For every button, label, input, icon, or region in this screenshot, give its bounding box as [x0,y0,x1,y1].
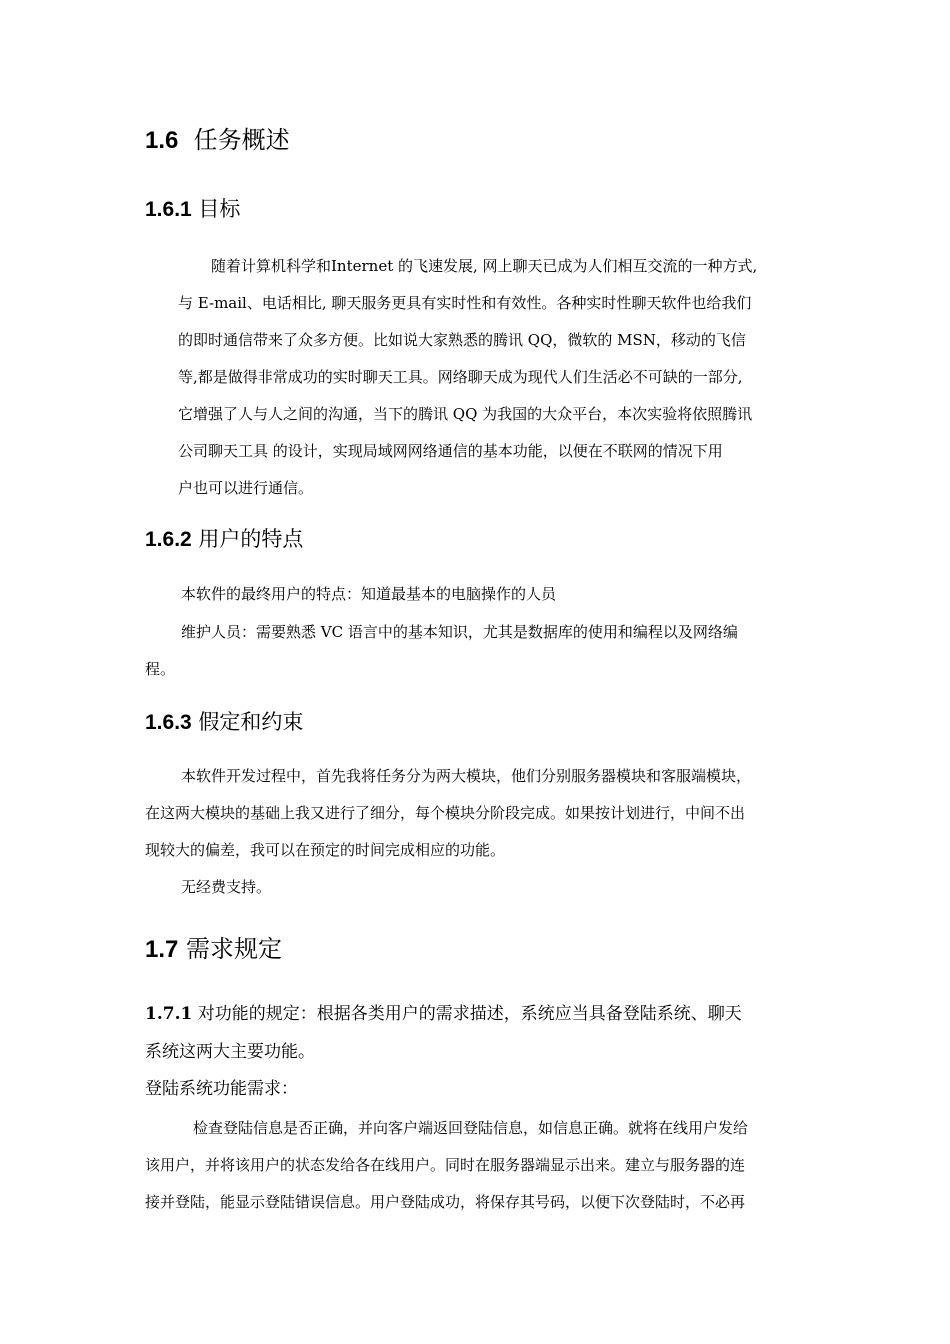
paragraph-line: 等,都是做得非常成功的实时聊天工具。网络聊天成为现代人们生活必不可缺的一部分, [178,368,743,386]
section-title: 目标 [198,197,241,221]
section-title: 用户的特点 [198,527,304,551]
paragraph-line: 户也可以进行通信。 [178,479,314,497]
heading-1-6-2 [145,523,303,553]
heading-1-6-1 [145,193,240,223]
section-title: 假定和约束 [198,710,304,734]
paragraph-line: 该用户，并将该用户的状态发给各在线用户。同时在服务器端显示出来。建立与服务器的连 [145,1156,746,1174]
paragraph-line: 检查登陆信息是否正确，并向客户端返回登陆信息，如信息正确。就将在线用户发给 [193,1119,749,1137]
paragraph-line: 与 E-mail、电话相比, 聊天服务更具有实时性和有效性。各种实时性聊天软件也给我们 [178,294,752,312]
paragraph-line: 接并登陆，能显示登陆错误信息。用户登陆成功，将保存其号码，以便下次登陆时，不必再 [145,1193,746,1211]
heading-1-6-3 [145,706,303,736]
paragraph-line: 它增强了人与人之间的沟通，当下的腾讯 QQ 为我国的大众平台，本次实验将依照腾讯 [178,405,753,423]
paragraph-line: 程。 [145,660,176,678]
requirement-text: 对功能的规定：根据各类用户的需求描述，系统应当具备登陆系统、聊天 [192,1004,742,1024]
paragraph-line: 现较大的偏差，我可以在预定的时间完成相应的功能。 [145,841,506,859]
paragraph-line: 公司聊天工具 的设计，实现局域网网络通信的基本功能，以便在不联网的情况下用 [178,442,723,460]
paragraph-line: 本软件开发过程中，首先我将任务分为两大模块，他们分别服务器模块和客服端模块， [181,767,752,785]
section-number: 1.6.2 [145,528,192,551]
section-number: 1.7.1 [145,1004,193,1024]
section-number: 1.6.3 [145,711,192,734]
paragraph-line: 在这两大模块的基础上我又进行了细分，每个模块分阶段完成。如果按计划进行，中间不出 [145,804,746,822]
subheading-login: 登陆系统功能需求： [145,1079,298,1099]
section-number: 1.6 [145,127,179,154]
section-number: 1.7 [145,936,179,963]
paragraph-line: 本软件的最终用户的特点：知道最基本的电脑操作的人员 [181,585,557,603]
paragraph-line: 随着计算机科学和Internet 的飞速发展, 网上聊天已成为人们相互交流的一种方式, [211,257,758,275]
section-title: 需求规定 [186,935,283,963]
paragraph-line: 维护人员：需要熟悉 VC 语言中的基本知识，尤其是数据库的使用和编程以及网络编 [181,623,738,641]
heading-1-7 [145,929,282,964]
section-number: 1.6.1 [145,198,192,221]
paragraph-line: 无经费支持。 [181,878,272,896]
paragraph-line: 的即时通信带来了众多方便。比如说大家熟悉的腾讯 QQ，微软的 MSN，移动的飞信 [178,331,746,349]
section-title: 任务概述 [193,126,290,154]
requirement-line [145,1004,742,1024]
heading-1-6 [145,120,290,155]
requirement-line: 系统这两大主要功能。 [145,1042,315,1062]
